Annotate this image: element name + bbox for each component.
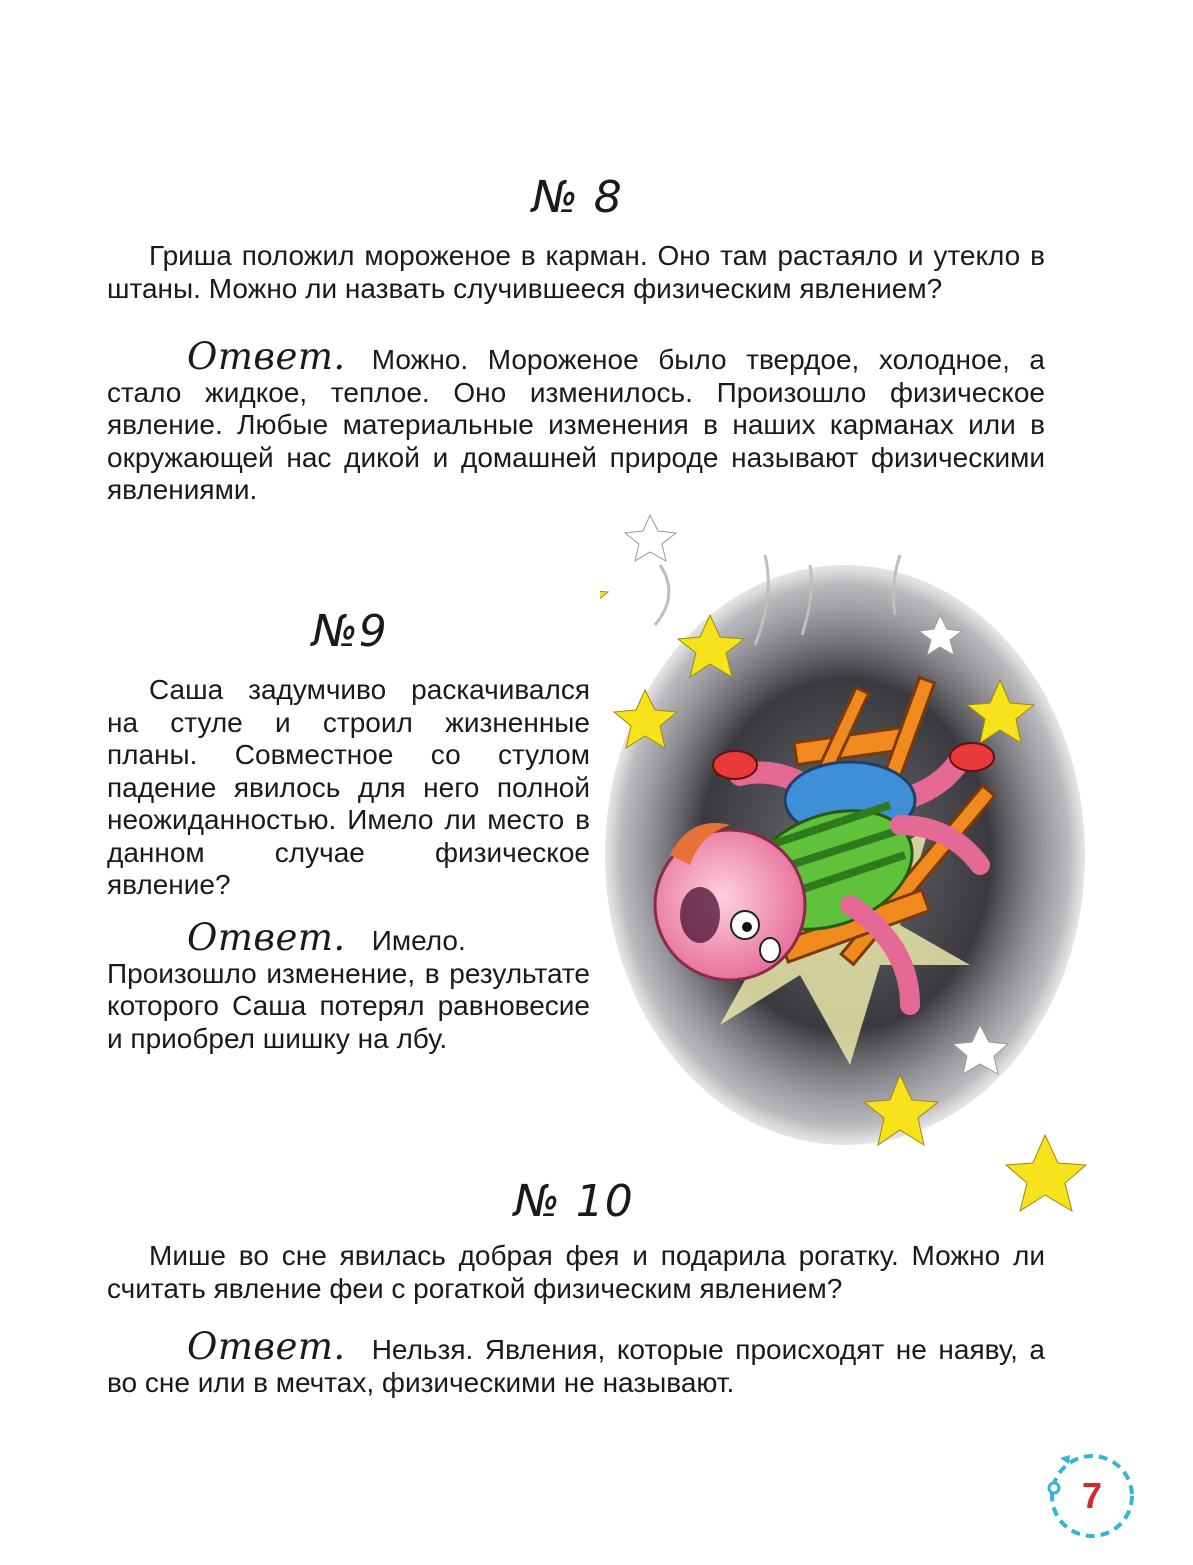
problem-10-heading: № 10 [514, 1176, 634, 1227]
problem-8-question: Гриша положил мороженое в карман. Оно там растаяло и утекло в штаны. Можно ли назвать случившееся физическим явлением? [107, 240, 1045, 304]
problem-9-question: Саша задумчиво раскачивался на стуле и строил жизненные планы. Совместное со стулом падение явилось для него полной неожиданностью. Имело ли место в данном случае физическое явление? [107, 674, 590, 900]
star-icon [625, 515, 676, 561]
answer-text: Имело. Произошло изменение, в результате которого Саша потерял равновесие и приобрел шишку на лбу. [107, 925, 590, 1054]
falling-boy-illustration [600, 495, 1100, 1215]
star-icon [1006, 1135, 1086, 1211]
sneaker [950, 743, 994, 771]
problem-10-answer [107, 1325, 1045, 1399]
problem-9-answer [107, 916, 590, 1055]
page-number-badge [1042, 1446, 1142, 1546]
problem-8-answer [107, 335, 1045, 507]
problem-8-heading: № 8 [532, 172, 623, 223]
sneaker [713, 751, 757, 779]
answer-text: Нельзя. Явления, которые происходят не наяву, а во сне или в мечтах, физическими не называют. [107, 1334, 1045, 1398]
answer-label: Ответ. [187, 916, 346, 959]
answer-label: Ответ. [187, 335, 346, 378]
answer-label: Ответ. [187, 1325, 346, 1368]
page-number: 7 [1081, 1475, 1103, 1516]
problem-10-question: Мише во сне явилась добрая фея и подарила рогатку. Можно ли считать явление феи с рогаткой физическим явлением? [107, 1240, 1045, 1304]
problem-9-heading: №9 [312, 606, 388, 657]
answer-text: Можно. Мороженое было твердое, холодное, а стало жидкое, теплое. Оно изменилось. Произошло физическое явление. Любые материальные изменения в наших карманах или в окружающей нас дикой и домашней природе называют физическими явлениями. [107, 344, 1045, 505]
star-icon [600, 565, 608, 635]
